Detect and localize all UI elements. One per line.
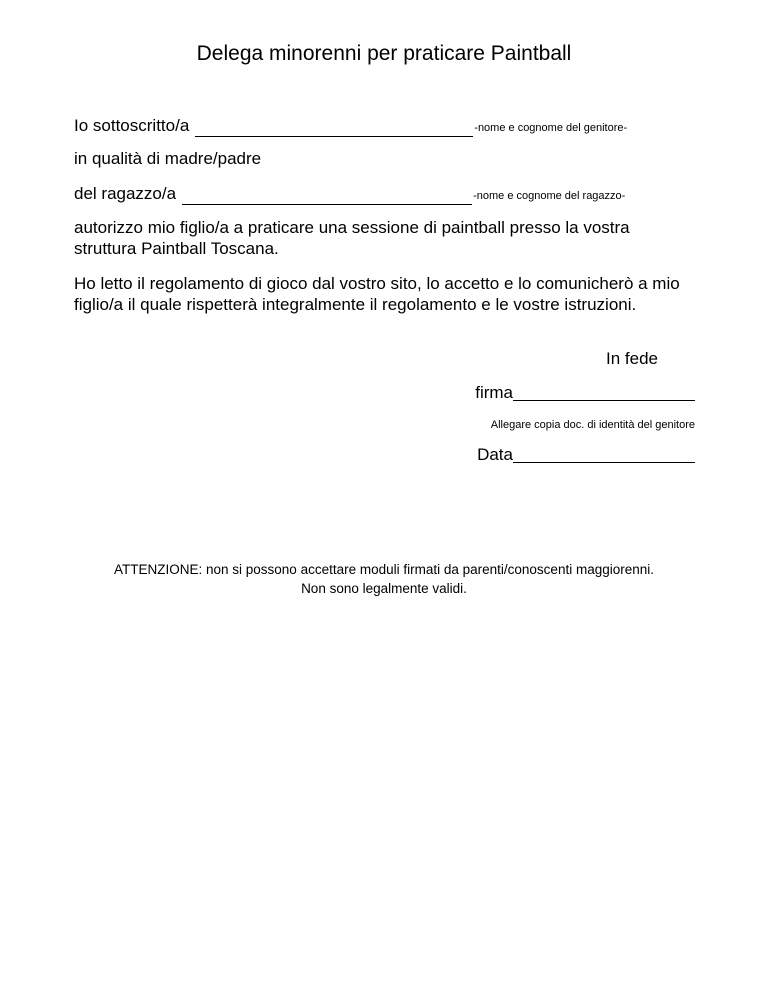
capacity-line: in qualità di madre/padre xyxy=(74,149,262,168)
child-name-hint: -nome e cognome del ragazzo- xyxy=(473,190,626,202)
child-name-blank[interactable] xyxy=(182,189,472,205)
document-title: Delega minorenni per praticare Paintball xyxy=(196,42,572,65)
parent-name-row xyxy=(74,115,627,137)
parent-name-hint: -nome e cognome del genitore- xyxy=(474,122,628,134)
signature-row xyxy=(475,382,695,404)
date-blank[interactable] xyxy=(513,447,695,463)
warning-note xyxy=(0,560,768,598)
attachment-note: Allegare copia doc. di identità del genitore xyxy=(490,419,695,431)
parent-name-blank[interactable] xyxy=(195,121,473,137)
signature-label: firma xyxy=(475,383,513,402)
date-label: Data xyxy=(477,445,513,464)
warning-line-1: ATTENZIONE: non si possono accettare moduli firmati da parenti/conoscenti maggiorenni. xyxy=(114,562,654,577)
authorization-paragraph: autorizzo mio figlio/a a praticare una sessione di paintball presso la vostra struttura Paintball Toscana. xyxy=(74,218,630,258)
child-name-row xyxy=(74,183,625,205)
closing-text: In fede xyxy=(606,349,658,368)
signature-blank[interactable] xyxy=(513,385,695,401)
parent-name-label: Io sottoscritto/a xyxy=(74,116,190,135)
rules-paragraph: Ho letto il regolamento di gioco dal vostro sito, lo accetto e lo comunicherò a mio figlio/a il quale rispetterà integralmente il regolamento e le vostre istruzioni. xyxy=(74,274,680,314)
date-row xyxy=(477,444,695,466)
warning-line-2: Non sono legalmente validi. xyxy=(301,581,467,596)
child-name-label: del ragazzo/a xyxy=(74,184,177,203)
